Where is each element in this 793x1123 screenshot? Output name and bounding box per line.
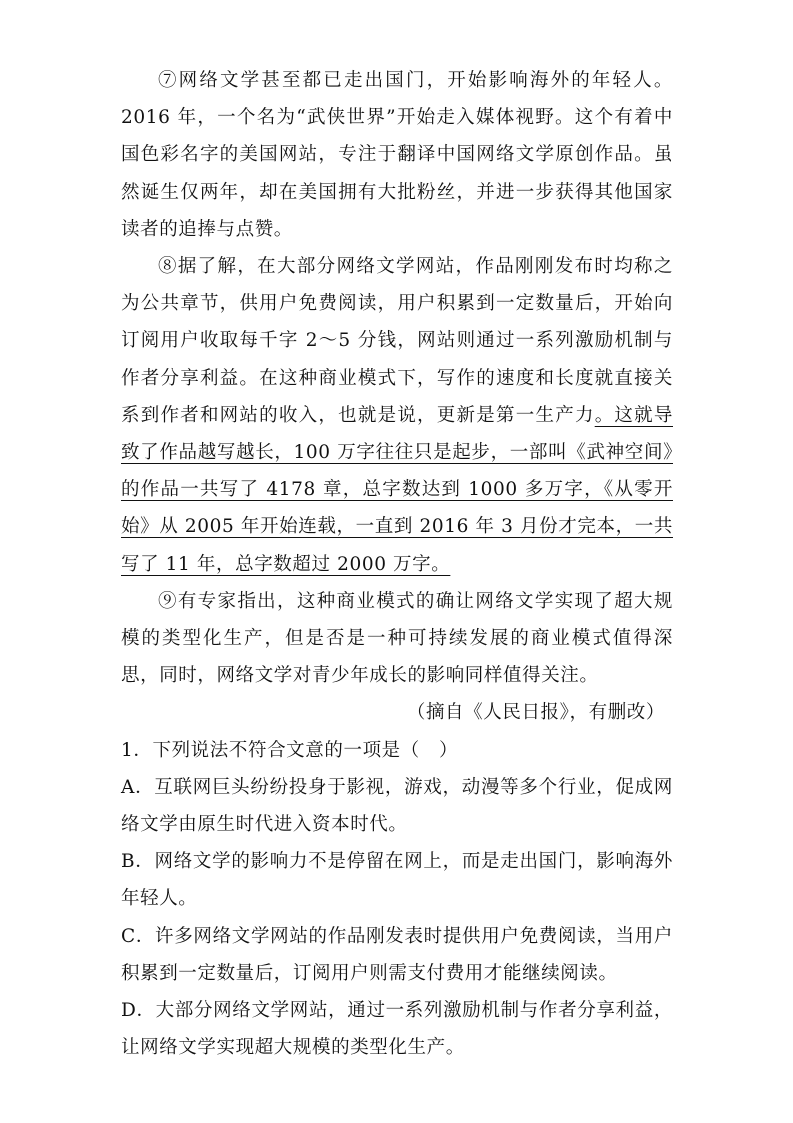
- source-citation: （摘自《人民日报》，有删改）: [406, 702, 665, 724]
- paragraph-7: ⑦网络文学甚至都已走出国门，开始影响海外的年轻人。2016 年，一个名为“武侠世界”开始走入媒体视野。这个有着中国色彩名字的美国网站，专注于翻译中国网络文学原创作品。虽然诞生仅两年，却在美国拥有大批粉丝，并进一步获得其他国家读者的追捧与点赞。: [121, 70, 673, 240]
- paragraph-8-text: ⑧据了解，在大部分网络文学网站，作品刚刚发布时均称之为公共章节，供用户免费阅读，用户积累到一定数量后，开始向订阅用户收取每千字 2～5 分钱，网站则通过一系列激励机制与作者分享利益。在这种商业模式下，写作的速度和长度就直接关系到作者和网站的收入，也就是说，更新是第一生产力: [121, 256, 673, 426]
- option-b: B．网络文学的影响力不是停留在网上，而是走出国门，影响海外年轻人。: [121, 851, 673, 910]
- option-a: A．互联网巨头纷纷投身于影视，游戏，动漫等多个行业，促成网络文学由原生时代进入资本时代。: [121, 776, 673, 836]
- paragraph-8: [121, 248, 673, 583]
- paragraph-9: ⑨有专家指出，这种商业模式的确让网络文学实现了超大规模的类型化生产，但是否是一种可持续发展的商业模式值得深思，同时，网络文学对青少年成长的影响同样值得关注。: [121, 590, 673, 687]
- option-d: D．大部分网络文学网站，通过一系列激励机制与作者分享利益，让网络文学实现超大规模的类型化生产。: [121, 1000, 673, 1059]
- paragraph-8-underlined-text: 。这就导致了作品越写越长，100 万字往往只是起步，一部叫《武神空间》的作品一共写了 4178 章，总字数达到 1000 多万字，《从零开始》从 2005 年开始连载，一直到 2016 年 3 月份才完本，一共写了 11 年，总字数超过 2000 万字。: [121, 404, 673, 575]
- option-c: C．许多网络文学网站的作品刚发表时提供用户免费阅读，当用户积累到一定数量后，订阅用户则需支付费用才能继续阅读。: [121, 925, 673, 984]
- document-content: [121, 62, 673, 1066]
- question-title: 1．下列说法不符合文意的一项是（ ）: [121, 739, 459, 761]
